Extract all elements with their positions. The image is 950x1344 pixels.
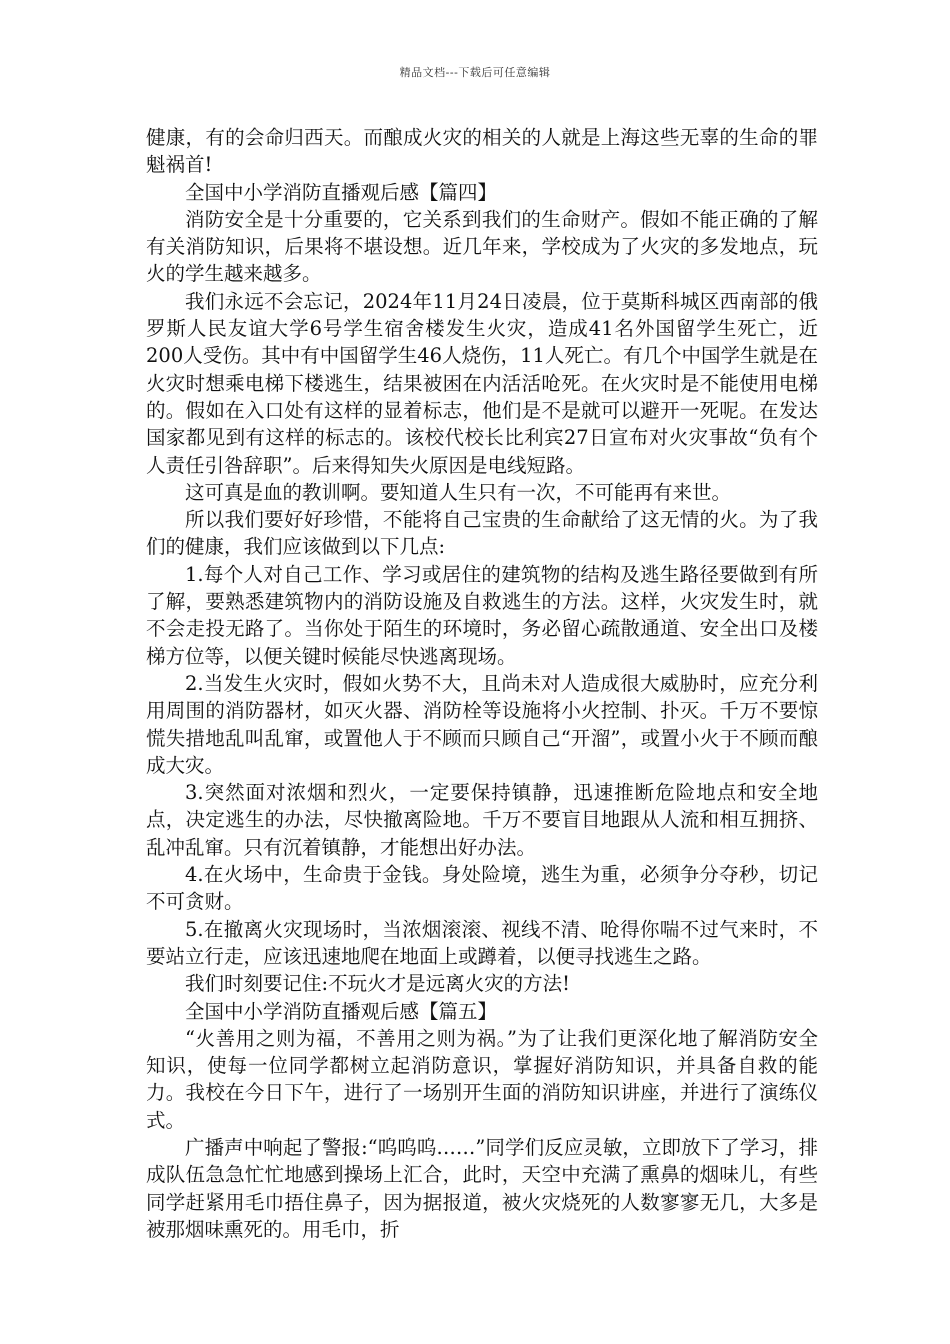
paragraph: 我们时刻要记住:不玩火才是远离火灾的方法! <box>185 972 570 996</box>
list-item: 2.当发生火灾时，假如火势不大，且尚未对人造成很大威胁时，应充分利用周围的消防器材，如灭火器、消防栓等设施将小火控制、扑灭。千万不要惊慌失措地乱叫乱窜，或置他人于不顾而只顾自己“开溜”，或置小火于不顾而酿成大灾。 <box>146 671 818 777</box>
document-body <box>146 124 818 1243</box>
list-item: 1.每个人对自己工作、学习或居住的建筑物的结构及逃生路径要做到有所了解，要熟悉建筑物内的消防设施及自救逃生的方法。这样，火灾发生时，就不会走投无路了。当你处于陌生的环境时，务必留心疏散通道、安全出口及楼梯方位等，以便关键时候能尽快逃离现场。 <box>146 562 818 668</box>
paragraph: 消防安全是十分重要的，它关系到我们的生命财产。假如不能正确的了解有关消防知识，后果将不堪设想。近几年来，学校成为了火灾的多发地点，玩火的学生越来越多。 <box>146 207 818 286</box>
section-heading: 全国中小学消防直播观后感【篇五】 <box>185 999 498 1023</box>
paragraph: “火善用之则为福，不善用之则为祸。”为了让我们更深化地了解消防安全知识，使每一位同学都树立起消防意识，掌握好消防知识，并具备自救的能力。我校在今日下午，进行了一场别开生面的消防知识讲座，并进行了演练仪式。 <box>146 1026 818 1132</box>
paragraph: 我们永远不会忘记，2024年11月24日凌晨，位于莫斯科城区西南部的俄罗斯人民友谊大学6号学生宿舍楼发生火灾，造成41名外国留学生死亡，近200人受伤。其中有中国留学生46人烧伤，11人死亡。有几个中国学生就是在火灾时想乘电梯下楼逃生，结果被困在内活活呛死。在火灾时是不能使用电梯的。假如在入口处有这样的显着标志，他们是不是就可以避开一死呢。在发达国家都见到有这样的标志的。该校代校长比利宾27日宣布对火灾事故“负有个人责任引咎辞职”。后来得知失火原因是电线短路。 <box>146 289 818 477</box>
section-heading: 全国中小学消防直播观后感【篇四】 <box>185 180 498 204</box>
list-item: 4.在火场中，生命贵于金钱。身处险境，逃生为重，必须争分夺秒，切记不可贪财。 <box>146 863 818 914</box>
paragraph: 这可真是血的教训啊。要知道人生只有一次，不可能再有来世。 <box>185 480 732 504</box>
paragraph: 广播声中响起了警报:“呜呜呜……”同学们反应灵敏，立即放下了学习，排成队伍急急忙忙地感到操场上汇合，此时，天空中充满了熏鼻的烟味儿，有些同学赶紧用毛巾捂住鼻子，因为据报道，被火灾烧死的人数寥寥无几，大多是被那烟味熏死的。用毛巾，折 <box>146 1135 818 1241</box>
paragraph: 所以我们要好好珍惜，不能将自己宝贵的生命献给了这无情的火。为了我们的健康，我们应该做到以下几点: <box>146 508 818 559</box>
list-item: 3.突然面对浓烟和烈火，一定要保持镇静，迅速推断危险地点和安全地点，决定逃生的办法，尽快撤离险地。千万不要盲目地跟从人流和相互拥挤、乱冲乱窜。只有沉着镇静，才能想出好办法。 <box>146 781 818 859</box>
paragraph: 健康，有的会命归西天。而酿成火灾的相关的人就是上海这些无辜的生命的罪魁祸首! <box>146 126 818 177</box>
page-header: 精品文档---下载后可任意编辑 <box>399 66 551 79</box>
list-item: 5.在撤离火灾现场时，当浓烟滚滚、视线不清、呛得你喘不过气来时，不要站立行走，应该迅速地爬在地面上或蹲着，以便寻找逃生之路。 <box>146 917 818 968</box>
